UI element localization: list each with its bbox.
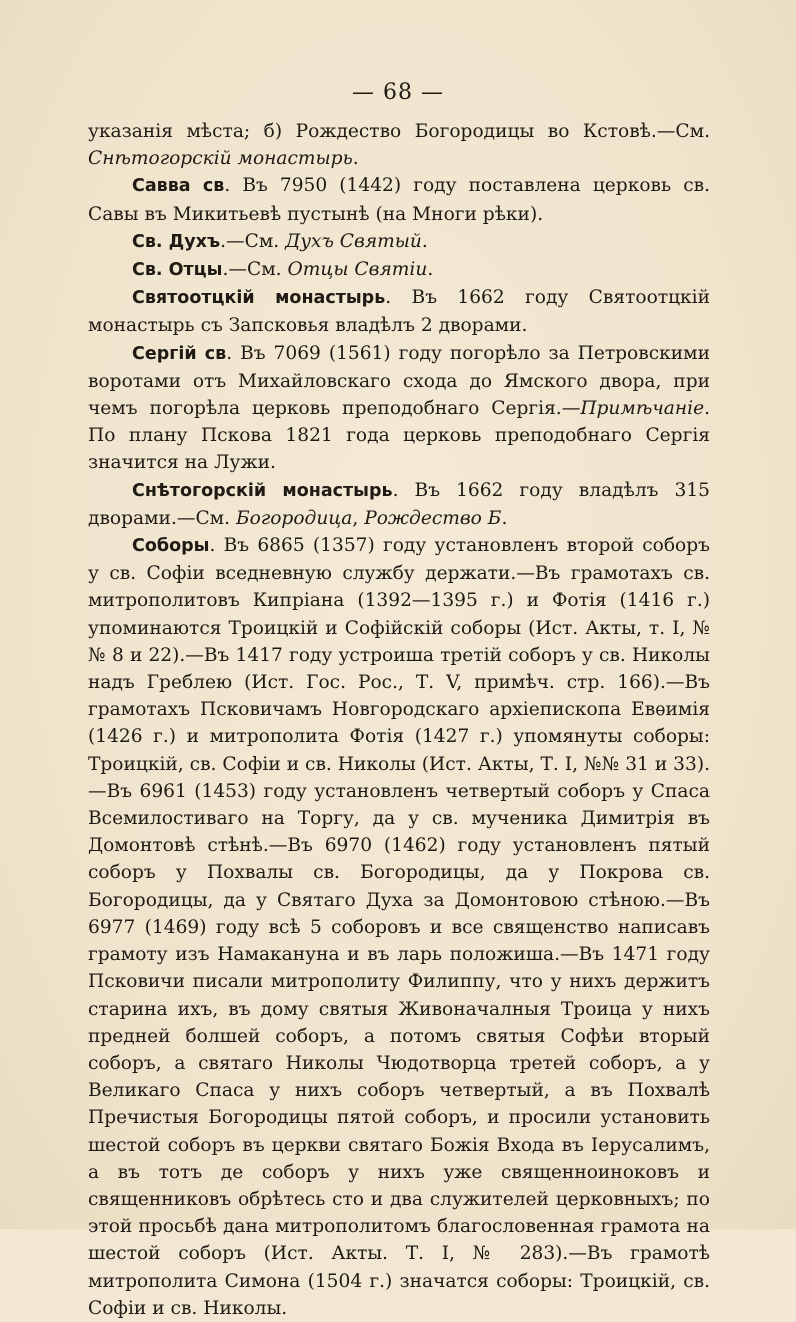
paragraph-svyatootcky xyxy=(88,284,710,339)
entry-heading: Савва св xyxy=(132,176,225,197)
paragraph-sergiy xyxy=(88,340,710,477)
text-body xyxy=(88,118,710,1322)
page-number: — 68 — xyxy=(352,80,444,105)
paragraph-text: . xyxy=(501,507,508,529)
paragraph-text: .—См. xyxy=(220,230,286,252)
paragraph-sobory xyxy=(88,532,710,1322)
paragraph-continuation xyxy=(88,118,710,172)
entry-heading: Св. Отцы xyxy=(132,260,223,281)
entry-heading: Св. Духъ xyxy=(132,231,221,252)
paragraph-text: . xyxy=(352,148,359,170)
entry-heading: Святоотцкій монастырь xyxy=(132,288,386,309)
paragraph-text: . xyxy=(427,259,434,281)
cross-reference: Снѣтогорскій монастырь xyxy=(88,148,353,170)
entry-heading: Сергій св xyxy=(132,343,227,364)
paragraph-text: . По плану Пскова 1821 года церковь преподобнаго Сергія значится на Лужи. xyxy=(88,398,710,474)
entry-heading: Снѣтогорскій монастырь xyxy=(132,480,393,501)
cross-reference: Отцы Святіи xyxy=(287,259,428,281)
paragraph-ottsy xyxy=(88,256,710,284)
paragraph-text: . Въ 6865 (1357) году установленъ второй соборъ у св. Софіи вседневную службу держати.—Въ грамотахъ св. митрополитовъ Кипріана (1392—1395 г.) и Фотія (1416 г.) упоминаются Троицкій и Софійскій соборы (Ист. Акты, т. I, №№ 8 и 22).—Въ 1417 году устроиша третій соборъ у св. Николы надъ Греблею (Ист. Гос. Рос., Т. V, примѣч. стр. 166).—Въ грамотахъ Псковичамъ Новгородскаго архіепископа Евѳимія (1426 г.) и митрополита Фотія (1427 г.) упомянуты соборы: Троицкій, св. Софіи и св. Николы (Ист. Акты, Т. I, №№ 31 и 33).—Въ 6961 (1453) году установленъ четвертый соборъ у Спаса Всемилостиваго на Торгу, да у св. мученика Димитрія въ Домонтовѣ стѣнѣ.—Въ 6970 (1462) году установленъ пятый соборъ у Похвалы св. Богородицы, да у Покрова св. Богородицы, да у Святаго Духа за Домонтовою стѣною.—Въ 6977 (1469) году всѣ 5 соборовъ и все священство написавъ грамоту изъ Намакануна и въ ларь положиша.—Въ 1471 году Псковичи писали митрополиту Филиппу, что у нихъ держитъ старина ихъ, въ дому святыя Живоначалныя Троица у нихъ предней болшей соборъ, а потомъ святыя Софѣи вторый соборъ, а святаго Николы Чюдотворца третей соборъ, а у Великаго Спаса у нихъ соборъ четвертый, а въ Похвалѣ Пречистыя Богородицы пятой соборъ, и просили установить шестой соборъ въ церкви святаго Божія Входа въ Іерусалимъ, а въ тотъ де соборъ у нихъ уже священноиноковъ и священниковъ обрѣтесь сто и два служителей церковныхъ; по этой просьбѣ дана митрополитомъ благословенная грамота на шестой соборъ (Ист. Акты. Т. I, № 283).—Въ грамотѣ митрополита Симона (1504 г.) значатся соборы: Троицкій, св. Софіи и св. Николы. xyxy=(88,535,710,1319)
paragraph-text: . Въ 7069 (1561) году погорѣло за Петровскими воротами отъ Михайловскаго схода до Ямского двора, при чемъ погорѣла церковь преподобнаго Сергія.— xyxy=(88,342,710,420)
cross-reference: Духъ Святый xyxy=(285,230,422,252)
paragraph-text: . Въ 7950 (1442) году поставлена церковь св. Савы въ Микитьевѣ пустынѣ (на Многи рѣки). xyxy=(88,175,710,225)
paragraph-text: указанія мѣста; б) Рождество Богородицы во Кстовѣ.—См. xyxy=(88,121,710,142)
cross-reference: Рождество Б xyxy=(364,507,502,529)
paragraph-text: .—См. xyxy=(222,259,288,281)
paragraph-text: , xyxy=(352,507,365,529)
cross-reference: Богородица xyxy=(235,507,353,529)
paragraph-dukh xyxy=(88,228,710,256)
paragraph-text: . xyxy=(421,230,428,252)
cross-reference: Примѣчаніе xyxy=(580,398,705,420)
entry-heading: Соборы xyxy=(132,536,210,557)
paragraph-savva xyxy=(88,172,710,227)
paragraph-text: . Въ 1662 году владѣлъ 315 дворами.—См. xyxy=(88,479,711,529)
paragraph-snetogorsky xyxy=(88,477,710,532)
paragraph-text: . Въ 1662 году Святоотцкій монастырь съ Запсковья владѣлъ 2 дворами. xyxy=(88,287,710,337)
